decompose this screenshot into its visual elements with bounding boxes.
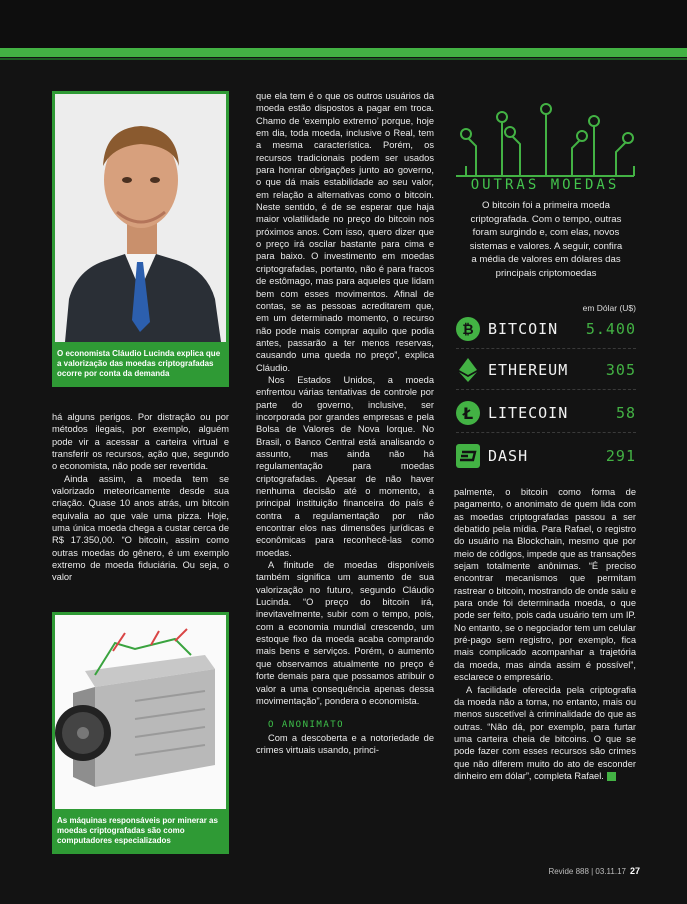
coin-row-dash <box>456 443 636 469</box>
issue-info: Revide 888 | 03.11.17 <box>548 867 626 876</box>
article-closing-paragraph <box>454 684 636 783</box>
dash-icon <box>456 444 480 468</box>
ethereum-icon <box>456 358 480 382</box>
mining-machine-caption: As máquinas responsáveis por minerar as moedas criptografadas são como computadores especializados <box>52 812 229 854</box>
green-divider-bar <box>0 48 687 57</box>
article-column-2 <box>256 90 434 756</box>
coin-row-ethereum <box>456 357 636 383</box>
economist-photo <box>52 91 229 345</box>
article-paragraph: Ainda assim, a moeda tem se valorizado meteoricamente desde sua criação. Quase 10 anos atrás, um bitcoin equivalia ao que vale uma pizza. Hoje, uma única moeda chega a custar cerca de R$ 17.350,00. “O bitcoin, assim como outras moedas do gênero, é um exemplo extremo de moeda fiduciária. Ou seja, o valor <box>52 473 229 583</box>
litecoin-icon <box>456 401 480 425</box>
article-paragraph: Nos Estados Unidos, a moeda enfrentou várias tentativas de controle por parte do governo, inclusive, ser incorporada por grandes empresas e pela Bolsa de Valores de Nova Iorque. No Brasil, o Banco Central está analisando o assunto, mas ainda não há regulamentação para moedas criptografadas. Apesar de não haver nenhuma decisão até o momento, a principal instituição financeira do país é contra a regulamentação por não encontrar elos nas dimensões jurídicas e econômicas para reconhecê-las como moedas. <box>256 374 434 558</box>
currency-unit-label: em Dólar (U$) <box>582 303 636 313</box>
circuit-decoration-icon <box>454 96 636 180</box>
coin-value: 58 <box>615 404 636 422</box>
mining-machine-photo <box>52 612 229 812</box>
article-column-3 <box>454 486 636 782</box>
coin-name: BITCOIN <box>488 320 559 338</box>
economist-photo-caption: O economista Cláudio Lucinda explica que a valorização das moedas criptografadas ocorre por conta da demanda <box>52 345 229 387</box>
sidebar-intro: O bitcoin foi a primeira moeda criptografada. Com o tempo, outras foram surgindo e, com elas, novos sistemas e valores. A seguir, confira a média de valores em dólares das principais criptomoedas <box>469 200 623 279</box>
article-paragraph: há alguns perigos. Por distração ou por métodos ilegais, por exemplo, alguém pode vir a acessar a carteira virtual e transferir os recursos, ação que, segundo o economista, não pode ser revertida. <box>52 412 229 472</box>
article-paragraph: que ela tem é o que os outros usuários da moeda estão dispostos a pagar em troca. Chamo de ‘exemplo extremo’ porque, hoje em dia, toda moeda, inclusive o Real, tem a mesma característica. Porém, os recursos tradicionais podem ser usados para honrar obrigações junto ao governo, o que dá mais estabilidade ao seu valor, em relação a alternativas como o bitcoin. Neste sentido, é de se esperar que haja maior volatilidade no preço do bitcoin nos próximos anos. Com isso, quero dizer que o preço irá oscilar bastante para cima e para baixo. O investimento em moedas criptografadas, portanto, não é para fracos de estômago, mas para aqueles que lidam bem com esses movimentos. Afinal de contas, se as pessoas acreditarem que, em um determinado momento, o recurso não pode mais comprar aquilo que podia antes, passarão a ter menos reservas, causando uma queda no preço”, explica Cláudio. <box>256 91 434 373</box>
article-paragraph: Com a descoberta e a notoriedade de crimes virtuais usando, princi- <box>256 732 434 755</box>
section-subheading: O ANONIMATO <box>268 720 345 731</box>
coin-divider <box>456 348 636 349</box>
coin-value: 5.400 <box>585 320 636 338</box>
article-paragraph: A facilidade oferecida pela criptografia da moeda não a torna, no entanto, mais ou menos suscetível à criminalidade do que as outras. “Não dá, por exemplo, para furtar uma carteira cheia de bitcoins. O que se pode fazer com esses recursos são crimes que não diferem muito do ato de esconder dinheiro em dólar”, completa Rafael. <box>454 684 636 781</box>
article-paragraph: A finitude de moedas disponíveis também significa um aumento de sua valorização no futuro, segundo Cláudio Lucinda. “O preço do bitcoin irá, inevitavelmente, subir com o tempo, pois, com a economia mundial crescendo, um estoque fixo da moeda acaba comprando mais bens e serviços. Porém, o aumento que observamos atualmente no preço é forte demais para que possamos atribuir o valor a uma consequência apenas dessa movimentação”, pondera o economista. <box>256 560 434 706</box>
svg-text:Ł: Ł <box>462 404 474 423</box>
green-divider-thin <box>0 58 687 60</box>
coin-divider <box>456 432 636 433</box>
page-number: 27 <box>629 866 640 876</box>
svg-text:₿: ₿ <box>462 322 474 338</box>
economist-portrait-illustration <box>55 94 226 342</box>
coin-value: 305 <box>605 361 636 379</box>
coin-row-litecoin <box>456 400 636 426</box>
bitcoin-icon <box>456 317 480 341</box>
article-paragraph: palmente, o bitcoin como forma de pagamento, o anonimato de quem lida com as moedas criptografadas passou a ser debatido pela mídia. Para Rafael, o registro do usuário na Blockchain, mesmo que por meio de códigos, impede que as transações sejam totalmente anônimas. “É preciso encontrar mecanismos que permitam rastrear o bitcoin, mostrando de onde saiu e para onde foi determinada moeda, o que pode ser feito, pois cada usuário tem um IP. No entanto, se o negociador tem um celular pré-pago sem registro, por exemplo, fica mais complicado acompanhar a trajetória da moeda, mas ainda assim é possível”, esclarece o empresário. <box>454 487 636 683</box>
coin-value: 291 <box>605 447 636 465</box>
article-column-1 <box>52 411 229 584</box>
coin-name: ETHEREUM <box>488 361 569 379</box>
page-footer <box>500 866 640 876</box>
coin-divider <box>456 389 636 390</box>
coin-row-bitcoin <box>456 316 636 342</box>
asic-miner-illustration <box>55 615 226 809</box>
sidebar-title: OUTRAS MOEDAS <box>470 177 620 193</box>
coin-name: DASH <box>488 447 529 465</box>
top-header-band <box>0 0 687 48</box>
coin-name: LITECOIN <box>488 404 569 422</box>
end-of-article-icon <box>607 772 616 781</box>
